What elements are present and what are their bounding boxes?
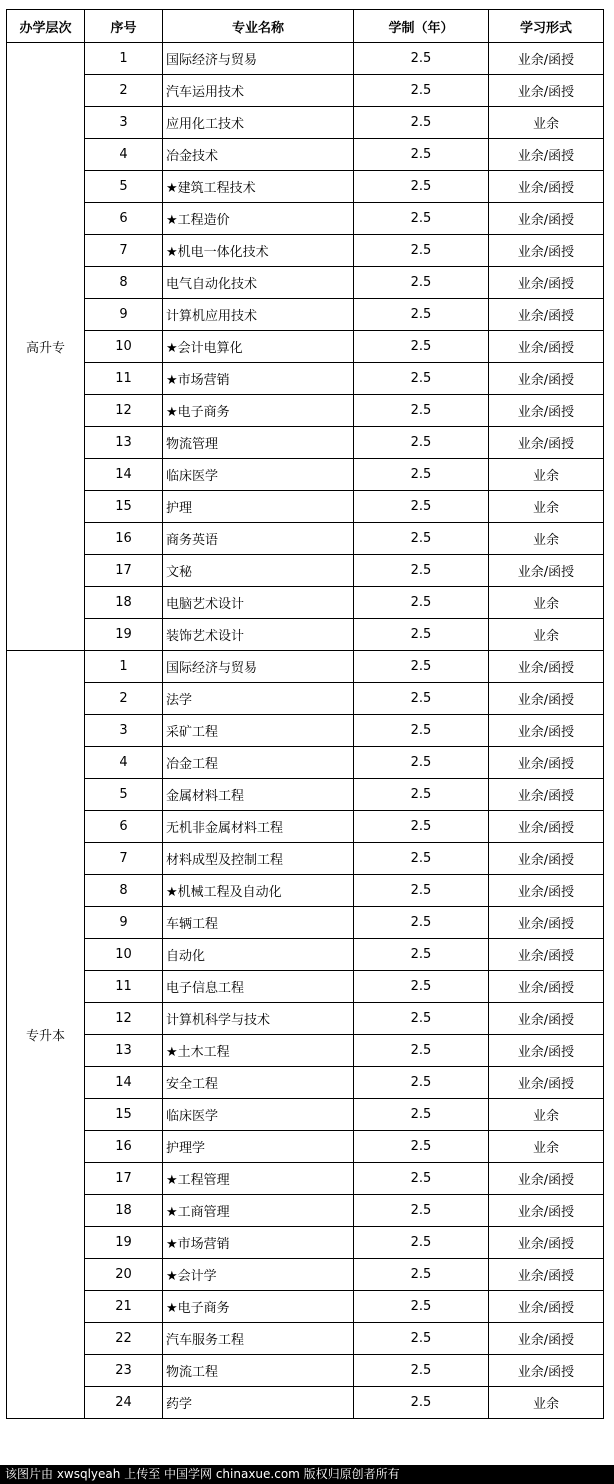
major-cell: ★工商管理	[163, 1195, 354, 1227]
seq-cell: 15	[85, 491, 163, 523]
seq-cell: 10	[85, 331, 163, 363]
duration-cell: 2.5	[354, 875, 489, 907]
seq-cell: 7	[85, 843, 163, 875]
table-row	[7, 843, 604, 875]
duration-cell: 2.5	[354, 939, 489, 971]
major-cell: 自动化	[163, 939, 354, 971]
mode-cell: 业余/函授	[489, 779, 604, 811]
duration-cell: 2.5	[354, 619, 489, 651]
table-row	[7, 43, 604, 75]
mode-cell: 业余	[489, 619, 604, 651]
seq-cell: 12	[85, 1003, 163, 1035]
duration-cell: 2.5	[354, 1099, 489, 1131]
table-row	[7, 459, 604, 491]
seq-cell: 9	[85, 907, 163, 939]
mode-cell: 业余/函授	[489, 971, 604, 1003]
mode-cell: 业余/函授	[489, 683, 604, 715]
duration-cell: 2.5	[354, 299, 489, 331]
major-cell: 物流管理	[163, 427, 354, 459]
table-row	[7, 491, 604, 523]
duration-cell: 2.5	[354, 1355, 489, 1387]
table-row	[7, 619, 604, 651]
mode-cell: 业余	[489, 459, 604, 491]
major-cell: 护理学	[163, 1131, 354, 1163]
seq-cell: 11	[85, 363, 163, 395]
mode-cell: 业余/函授	[489, 75, 604, 107]
duration-cell: 2.5	[354, 811, 489, 843]
duration-cell: 2.5	[354, 203, 489, 235]
seq-cell: 13	[85, 427, 163, 459]
major-cell: 药学	[163, 1387, 354, 1419]
mode-cell: 业余/函授	[489, 331, 604, 363]
watermark-footer: 该图片由 xwsqlyeah 上传至 中国学网 chinaxue.com 版权归原创者所有	[0, 1465, 614, 1484]
mode-cell: 业余/函授	[489, 1003, 604, 1035]
table-row	[7, 1195, 604, 1227]
seq-cell: 9	[85, 299, 163, 331]
major-cell: 冶金工程	[163, 747, 354, 779]
mode-cell: 业余/函授	[489, 1355, 604, 1387]
table-row	[7, 395, 604, 427]
major-cell: ★会计学	[163, 1259, 354, 1291]
table-row	[7, 683, 604, 715]
table-row	[7, 779, 604, 811]
mode-cell: 业余/函授	[489, 299, 604, 331]
major-cell: 应用化工技术	[163, 107, 354, 139]
mode-cell: 业余/函授	[489, 1259, 604, 1291]
mode-cell: 业余	[489, 491, 604, 523]
seq-cell: 8	[85, 875, 163, 907]
mode-cell: 业余/函授	[489, 747, 604, 779]
table-row	[7, 555, 604, 587]
table-row	[7, 1003, 604, 1035]
duration-cell: 2.5	[354, 1003, 489, 1035]
major-cell: ★电子商务	[163, 395, 354, 427]
mode-cell: 业余/函授	[489, 267, 604, 299]
seq-cell: 4	[85, 747, 163, 779]
mode-cell: 业余/函授	[489, 1067, 604, 1099]
duration-cell: 2.5	[354, 715, 489, 747]
seq-cell: 19	[85, 619, 163, 651]
mode-cell: 业余	[489, 1387, 604, 1419]
table-row	[7, 715, 604, 747]
seq-cell: 2	[85, 75, 163, 107]
duration-cell: 2.5	[354, 75, 489, 107]
major-cell: 计算机应用技术	[163, 299, 354, 331]
duration-cell: 2.5	[354, 107, 489, 139]
table-row	[7, 139, 604, 171]
major-cell: ★土木工程	[163, 1035, 354, 1067]
major-cell: ★工程管理	[163, 1163, 354, 1195]
mode-cell: 业余/函授	[489, 907, 604, 939]
table-row	[7, 107, 604, 139]
table-row	[7, 875, 604, 907]
seq-cell: 7	[85, 235, 163, 267]
mode-cell: 业余/函授	[489, 1035, 604, 1067]
header-mode: 学习形式	[489, 10, 604, 43]
mode-cell: 业余/函授	[489, 363, 604, 395]
duration-cell: 2.5	[354, 651, 489, 683]
header-seq: 序号	[85, 10, 163, 43]
seq-cell: 14	[85, 459, 163, 491]
duration-cell: 2.5	[354, 587, 489, 619]
seq-cell: 17	[85, 1163, 163, 1195]
seq-cell: 18	[85, 1195, 163, 1227]
major-cell: 材料成型及控制工程	[163, 843, 354, 875]
seq-cell: 14	[85, 1067, 163, 1099]
duration-cell: 2.5	[354, 1195, 489, 1227]
duration-cell: 2.5	[354, 971, 489, 1003]
seq-cell: 15	[85, 1099, 163, 1131]
seq-cell: 12	[85, 395, 163, 427]
table-row	[7, 1355, 604, 1387]
major-cell: 电子信息工程	[163, 971, 354, 1003]
major-cell: 装饰艺术设计	[163, 619, 354, 651]
mode-cell: 业余	[489, 523, 604, 555]
level-cell: 专升本	[7, 651, 85, 1419]
mode-cell: 业余/函授	[489, 1163, 604, 1195]
table-row	[7, 1291, 604, 1323]
duration-cell: 2.5	[354, 907, 489, 939]
major-cell: 采矿工程	[163, 715, 354, 747]
duration-cell: 2.5	[354, 1227, 489, 1259]
table-row	[7, 75, 604, 107]
duration-cell: 2.5	[354, 491, 489, 523]
seq-cell: 21	[85, 1291, 163, 1323]
seq-cell: 5	[85, 779, 163, 811]
major-cell: 国际经济与贸易	[163, 651, 354, 683]
mode-cell: 业余/函授	[489, 427, 604, 459]
table-row	[7, 363, 604, 395]
major-cell: 冶金技术	[163, 139, 354, 171]
duration-cell: 2.5	[354, 747, 489, 779]
major-cell: 商务英语	[163, 523, 354, 555]
mode-cell: 业余/函授	[489, 843, 604, 875]
duration-cell: 2.5	[354, 395, 489, 427]
seq-cell: 13	[85, 1035, 163, 1067]
duration-cell: 2.5	[354, 267, 489, 299]
major-cell: 电脑艺术设计	[163, 587, 354, 619]
mode-cell: 业余/函授	[489, 1323, 604, 1355]
table-row	[7, 299, 604, 331]
major-cell: 文秘	[163, 555, 354, 587]
mode-cell: 业余/函授	[489, 139, 604, 171]
duration-cell: 2.5	[354, 1035, 489, 1067]
duration-cell: 2.5	[354, 43, 489, 75]
major-cell: 汽车运用技术	[163, 75, 354, 107]
seq-cell: 1	[85, 651, 163, 683]
mode-cell: 业余	[489, 107, 604, 139]
table-row	[7, 1227, 604, 1259]
seq-cell: 19	[85, 1227, 163, 1259]
mode-cell: 业余/函授	[489, 651, 604, 683]
seq-cell: 18	[85, 587, 163, 619]
seq-cell: 2	[85, 683, 163, 715]
seq-cell: 3	[85, 715, 163, 747]
seq-cell: 23	[85, 1355, 163, 1387]
table-row	[7, 1163, 604, 1195]
mode-cell: 业余/函授	[489, 203, 604, 235]
major-cell: 法学	[163, 683, 354, 715]
mode-cell: 业余/函授	[489, 811, 604, 843]
duration-cell: 2.5	[354, 1131, 489, 1163]
duration-cell: 2.5	[354, 235, 489, 267]
major-cell: ★机电一体化技术	[163, 235, 354, 267]
duration-cell: 2.5	[354, 1387, 489, 1419]
header-row	[7, 10, 604, 43]
major-cell: 护理	[163, 491, 354, 523]
table-row	[7, 907, 604, 939]
duration-cell: 2.5	[354, 1259, 489, 1291]
seq-cell: 4	[85, 139, 163, 171]
seq-cell: 10	[85, 939, 163, 971]
table-row	[7, 1131, 604, 1163]
major-cell: 物流工程	[163, 1355, 354, 1387]
mode-cell: 业余/函授	[489, 43, 604, 75]
major-cell: 安全工程	[163, 1067, 354, 1099]
major-cell: ★市场营销	[163, 1227, 354, 1259]
table-row	[7, 587, 604, 619]
major-cell: ★市场营销	[163, 363, 354, 395]
mode-cell: 业余/函授	[489, 1195, 604, 1227]
table-row	[7, 171, 604, 203]
mode-cell: 业余/函授	[489, 235, 604, 267]
table-row	[7, 235, 604, 267]
duration-cell: 2.5	[354, 331, 489, 363]
table-row	[7, 971, 604, 1003]
major-cell: ★机械工程及自动化	[163, 875, 354, 907]
duration-cell: 2.5	[354, 523, 489, 555]
mode-cell: 业余/函授	[489, 1291, 604, 1323]
seq-cell: 11	[85, 971, 163, 1003]
major-cell: 汽车服务工程	[163, 1323, 354, 1355]
table-row	[7, 203, 604, 235]
seq-cell: 20	[85, 1259, 163, 1291]
table-row	[7, 1035, 604, 1067]
duration-cell: 2.5	[354, 779, 489, 811]
mode-cell: 业余/函授	[489, 171, 604, 203]
seq-cell: 3	[85, 107, 163, 139]
mode-cell: 业余	[489, 1099, 604, 1131]
seq-cell: 22	[85, 1323, 163, 1355]
majors-table	[6, 9, 604, 1419]
duration-cell: 2.5	[354, 1291, 489, 1323]
major-cell: ★建筑工程技术	[163, 171, 354, 203]
mode-cell: 业余/函授	[489, 395, 604, 427]
mode-cell: 业余/函授	[489, 715, 604, 747]
seq-cell: 6	[85, 811, 163, 843]
mode-cell: 业余/函授	[489, 875, 604, 907]
mode-cell: 业余	[489, 587, 604, 619]
seq-cell: 6	[85, 203, 163, 235]
major-cell: 临床医学	[163, 459, 354, 491]
seq-cell: 1	[85, 43, 163, 75]
seq-cell: 24	[85, 1387, 163, 1419]
table-row	[7, 331, 604, 363]
table-row	[7, 1259, 604, 1291]
seq-cell: 16	[85, 523, 163, 555]
seq-cell: 16	[85, 1131, 163, 1163]
table-row	[7, 747, 604, 779]
major-cell: 无机非金属材料工程	[163, 811, 354, 843]
major-cell: ★电子商务	[163, 1291, 354, 1323]
table-row	[7, 523, 604, 555]
mode-cell: 业余/函授	[489, 939, 604, 971]
duration-cell: 2.5	[354, 843, 489, 875]
mode-cell: 业余	[489, 1131, 604, 1163]
table-row	[7, 267, 604, 299]
duration-cell: 2.5	[354, 1067, 489, 1099]
header-level: 办学层次	[7, 10, 85, 43]
duration-cell: 2.5	[354, 1323, 489, 1355]
header-major: 专业名称	[163, 10, 354, 43]
major-cell: ★会计电算化	[163, 331, 354, 363]
duration-cell: 2.5	[354, 171, 489, 203]
table-row	[7, 1099, 604, 1131]
seq-cell: 5	[85, 171, 163, 203]
duration-cell: 2.5	[354, 459, 489, 491]
table-row	[7, 651, 604, 683]
duration-cell: 2.5	[354, 363, 489, 395]
seq-cell: 17	[85, 555, 163, 587]
header-duration: 学制（年）	[354, 10, 489, 43]
level-cell: 高升专	[7, 43, 85, 651]
duration-cell: 2.5	[354, 427, 489, 459]
major-cell: 电气自动化技术	[163, 267, 354, 299]
table-row	[7, 811, 604, 843]
table-body	[7, 43, 604, 1419]
table-row	[7, 1067, 604, 1099]
mode-cell: 业余/函授	[489, 555, 604, 587]
major-cell: ★工程造价	[163, 203, 354, 235]
major-cell: 临床医学	[163, 1099, 354, 1131]
duration-cell: 2.5	[354, 139, 489, 171]
duration-cell: 2.5	[354, 555, 489, 587]
table-row	[7, 939, 604, 971]
table-row	[7, 1323, 604, 1355]
duration-cell: 2.5	[354, 683, 489, 715]
major-cell: 金属材料工程	[163, 779, 354, 811]
major-cell: 车辆工程	[163, 907, 354, 939]
seq-cell: 8	[85, 267, 163, 299]
major-cell: 计算机科学与技术	[163, 1003, 354, 1035]
table-row	[7, 427, 604, 459]
mode-cell: 业余/函授	[489, 1227, 604, 1259]
table-row	[7, 1387, 604, 1419]
duration-cell: 2.5	[354, 1163, 489, 1195]
major-cell: 国际经济与贸易	[163, 43, 354, 75]
